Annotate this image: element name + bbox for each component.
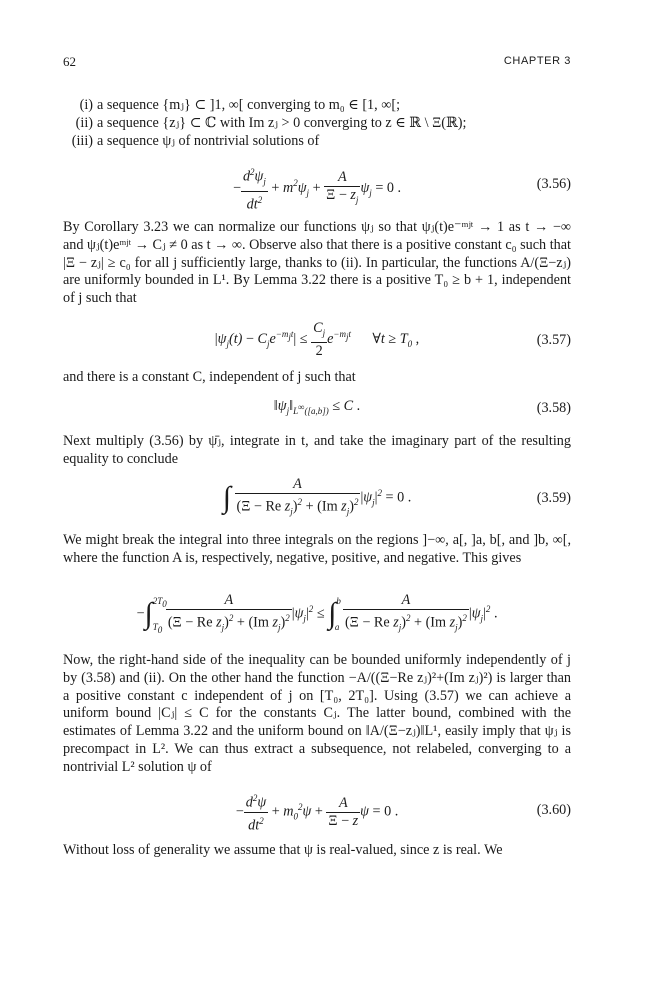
list-text: a sequence {zⱼ} ⊂ ℂ with Im zⱼ > 0 converging to z ∈ ℝ \ Ξ(ℝ); — [97, 114, 467, 131]
list-item — [63, 133, 571, 151]
list-text: a sequence {mⱼ} ⊂ ]1, ∞[ converging to m₀ ∈ [1, ∞[; — [97, 97, 401, 113]
equation-number: (3.60) — [536, 802, 571, 818]
equation-body: $|\psi_j(t) - C_je^{-m_jt}|$ ≤ $\frac{C_j}{2}$ $e^{-m_jt}$ ∀t ≥ $T_0$ , — [214, 320, 420, 359]
paragraph: Next multiply (3.56) by ψ̄ⱼ, integrate in t, and take the imaginary part of the resulting equality to conclude — [63, 433, 571, 467]
equation-number: (3.58) — [536, 400, 571, 416]
page-number: 62 — [63, 54, 76, 69]
paragraph: By Corollary 3.23 we can normalize our functions ψⱼ so that ψⱼ(t)e⁻ᵐʲᵗ → 1 as t → −∞ and ψⱼ(t)eᵐʲᵗ → Cⱼ ≠ 0 as t → ∞. Observe also that there is a positive constant c₀ such that |Ξ − zⱼ| ≥ c₀ for all j sufficiently large, thanks to (ii). In particular, the functions A/(Ξ−zⱼ) are uniformly bounded in L¹. By Lemma 3.22 there is a positive T₀ ≥ b + 1, independent of j such that — [63, 219, 571, 307]
equation-3-59 — [63, 476, 571, 520]
paragraph: Now, the right-hand side of the inequality can be bounded uniformly independently of j by (3.58) and (ii). On the other hand the function −A/((Ξ−Re zⱼ)²+(Im zⱼ)²) is larger than a positive constant c independent of j on [T₀, 2T₀]. Using (3.57) we can achieve a uniform bound |Cⱼ| ≤ C for the constants Cⱼ. The latter bound, combined with the estimates of Lemma 3.22 and the uniform bound on ‖A/(Ξ−zⱼ)‖L¹, easily imply that ψⱼ is precompact in L². We can thus extract a subsequence, not relabeled, converging to a nontrivial L² solution ψ of — [63, 652, 571, 775]
equation-3-58 — [63, 398, 571, 422]
equation-body: ∫ $\frac{A}{(\Xi - Re z_j)^2 + (Im z_j)^2}$ $|\psi_j|^2 = 0$ . — [222, 476, 412, 517]
inequality-display — [63, 592, 571, 642]
equation-body: $‖\psi_j‖_{L^\infty([a,b])} \le C$ . — [273, 398, 361, 416]
list-marker: (iii) — [71, 132, 93, 149]
equation-body: − $\frac{d^2\psi_j}{dt^2}$ + $m^2\psi_j$ + $\frac{A}{\Xi - z_j}$ $\psi_j = 0$ . — [63, 164, 571, 213]
list-marker: (i) — [79, 97, 93, 113]
equation-3-57 — [63, 320, 571, 360]
equation-body: − $\frac{d^2\psi}{dt^2}$ + $m_0^2\psi$ + $\frac{A}{\Xi - z}$ ψ = 0 . — [63, 790, 571, 834]
equation-3-56 — [63, 164, 571, 213]
list-item — [63, 115, 571, 133]
list-marker: (ii) — [75, 114, 93, 131]
list-item — [63, 97, 571, 115]
equation-number: (3.57) — [536, 332, 571, 348]
hypothesis-list — [63, 97, 571, 150]
page-header — [63, 54, 571, 70]
list-text: a sequence ψⱼ of nontrivial solutions of — [97, 132, 320, 149]
equation-body: −∫$^{2T_0}_{T_0}$ $\frac{A}{(\Xi - Re z_j)^2 + (Im z_j)^2}$ $|\psi_j|^2 \le \int^b_a$ $\frac{A}{(\Xi - Re z_j)^2 + (Im z_j)^2}$ $|\psi_j|^2$ . — [136, 592, 498, 635]
equation-number: (3.56) — [536, 176, 571, 192]
equation-3-60 — [63, 790, 571, 834]
chapter-label: CHAPTER 3 — [503, 55, 571, 67]
paragraph: and there is a constant C, independent of j such that — [63, 369, 356, 385]
equation-number: (3.59) — [536, 490, 571, 506]
paragraph: We might break the integral into three integrals on the regions ]−∞, a[, ]a, b[, and ]b, ∞[, where the function A is, respectively, negative, positive, and negative. This gives — [63, 532, 571, 566]
paragraph: Without loss of generality we assume that ψ is real-valued, since z is real. We — [63, 842, 503, 858]
